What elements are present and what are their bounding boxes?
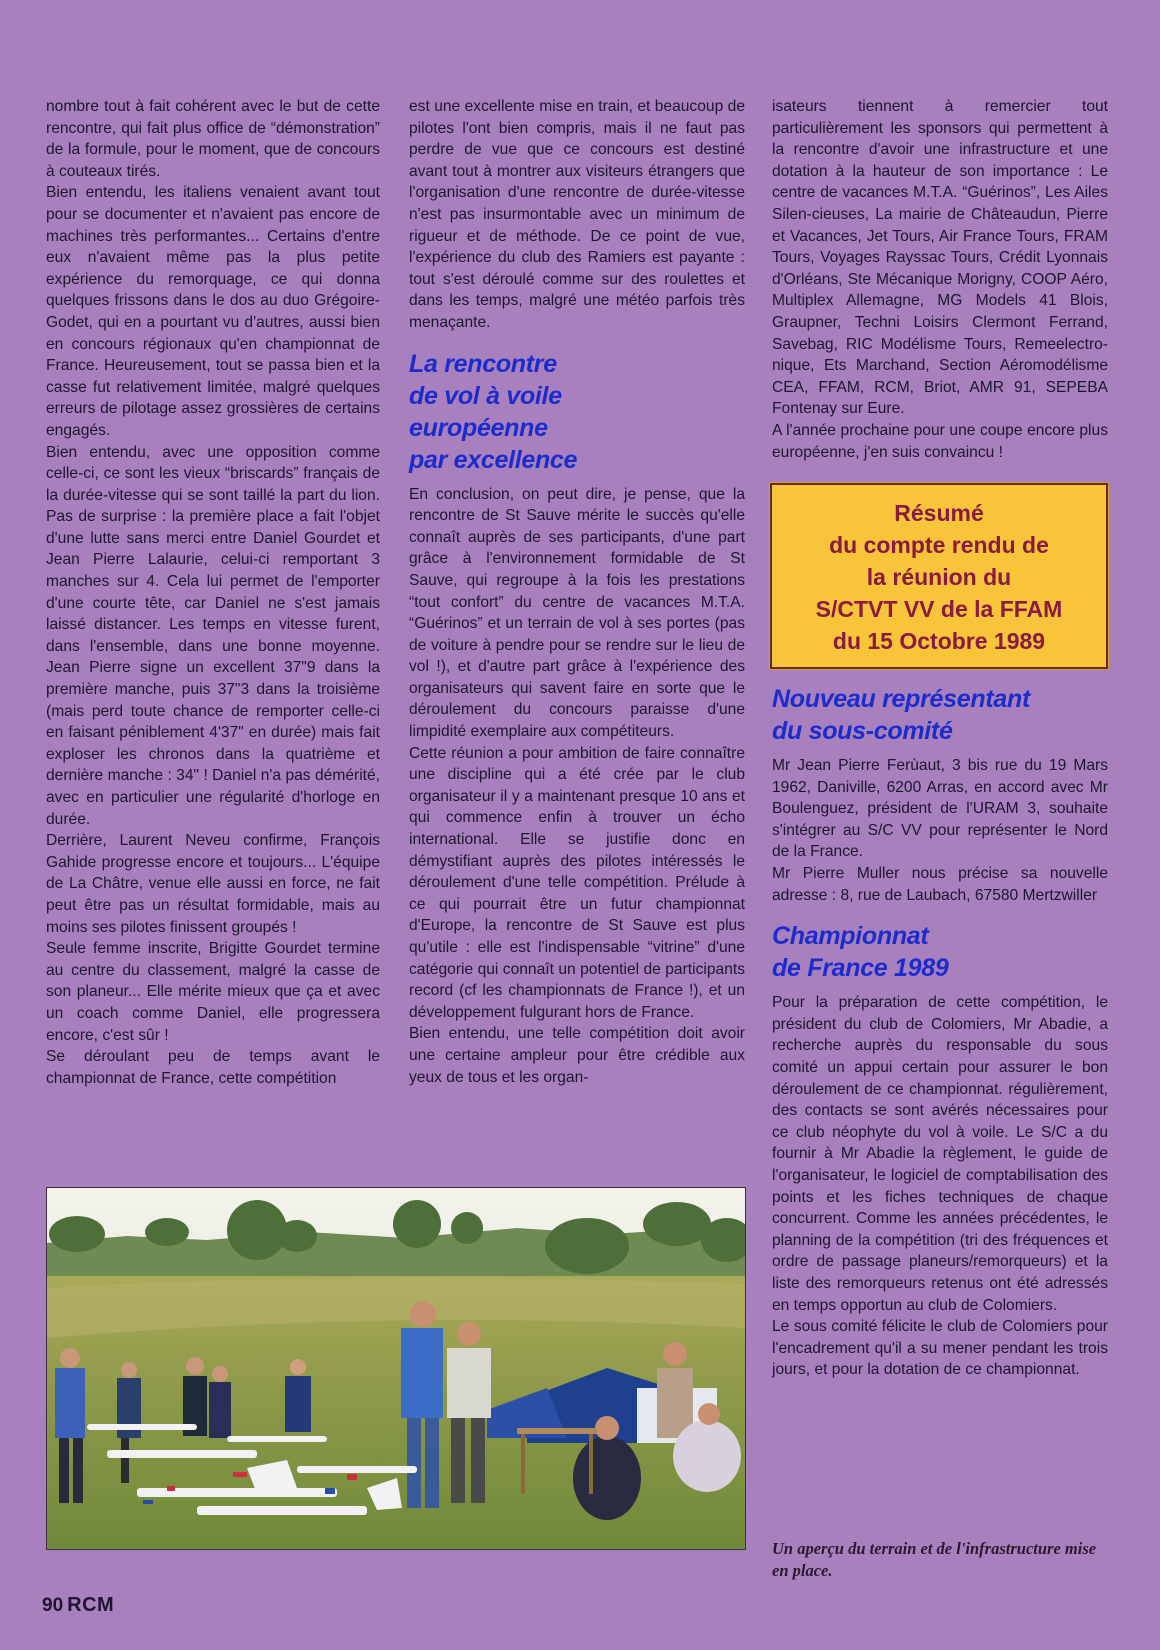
paragraph: Se déroulant peu de temps avant le championnat de France, cette compétition (46, 1048, 380, 1087)
paragraph: Bien entendu, les italiens venaient avant tout pour se documenter et n'avaient pas encore de machines très performantes... Certains d'entre eux n'avaient même pas la plus petite expérience du remorquage, ce qui donna quelques frissons dans le dos au duo Grégoire-Godet, qui en a pourtant vu d'autres, aussi bien en concours régionaux qu'en championnat de France. Heureusement, tout se passa bien et la casse fut relativement limitée, malgré quelques erreurs de pilotage assez grossières de certains engagés. (46, 184, 380, 439)
photo-caption: Un aperçu du terrain et de l'infrastructure mise en place. (772, 1539, 1097, 1580)
article-column-1 (46, 96, 380, 1089)
paragraph: Mr Jean Pierre Ferùaut, 3 bis rue du 19 Mars 1962, Daniville, 6200 Arras, en accord avec Mr Boulenguez, président de l'URAM 3, souhaite s'intégrer au S/C VV pour représenter le Nord de la France. (772, 757, 1108, 861)
paragraph: nombre tout à fait cohérent avec le but de cette rencontre, qui fait plus office de “démonstration” de la formule, pour le moment, que de concours à couteaux tirés. (46, 98, 380, 180)
heading-line: de vol à voile (409, 381, 562, 410)
box-line: la réunion du (866, 564, 1012, 591)
paragraph: Seule femme inscrite, Brigitte Gourdet termine au centre du classement, malgré la casse de son planeur... Elle mérite mieux que ça et avec un coach comme Daniel, elle progressera encore, c'est sûr ! (46, 940, 380, 1044)
article-column-3 (772, 96, 1108, 1381)
paragraph: Derrière, Laurent Neveu confirme, François Gahide progresse encore et toujours... L'équipe de La Châtre, venue elle aussi en force, ne fait peut être pas un résultat formidable, mais au moins ses pilotes finissent groupés ! (46, 832, 380, 936)
heading-line: Championnat (772, 922, 929, 951)
airfield-photo (46, 1187, 746, 1550)
section-heading-representant (772, 683, 1108, 747)
box-line: du compte rendu de (829, 532, 1049, 559)
paragraph: est une excellente mise en train, et beaucoup de pilotes l'ont bien compris, mais il ne faut pas perdre de vue que ce concours est destiné avant tout à montrer aux visiteurs étrangers que l'organisation d'une rencontre de durée-vitesse n'est pas insurmontable avec un minimum de rigueur et de méthode. De ce point de vue, l'expérience du club des Ramiers est payante : tout s'est déroulé comme sur des roulettes et dans les temps, malgré une météo parfois très menaçante. (409, 98, 745, 331)
paragraph: En conclusion, on peut dire, je pense, que la rencontre de St Sauve mérite le succès qu'elle connaît auprès de ses participants, d'une part grâce à l'environnement formidable de St Sauve, qui regroupe à la fois les prestations “tout confort” du centre de vacances M.T.A. “Guérinos” et un terrain de vol à ses portes (pas de voiture à pendre pour se rendre sur le lieu de vol !), et d'autre part grâce à l'expérience des organisateurs qui savent faire en sorte que le déroulement du concours paraisse d'une limpidité exemplaire aux compétiteurs. (409, 485, 745, 741)
magazine-name: RCM (67, 1594, 115, 1616)
heading-line: Nouveau représentant (772, 685, 1030, 714)
paragraph: Pour la préparation de cette compétition, le président du club de Colomiers, Mr Abadie, a recherche auprès du responsable du sous comité un appui certain pour assurer le bon déroulement de ce championnat. régulièrement, des contacts se sont avérés nécessaires pour ce club néophyte du vol à voile. Le S/C a du fournir à Mr Abadie la règlement, le guide de l'organisateur, le logiciel de comptabilisation des points et les fiches techniques de chaque concurrent. Comme les années précédentes, le planning de la compétition (tri des fréquences et ordre de passage planeurs/remorqueurs) et la liste des remorqueurs retenus ont été adressés en temps opportun au club de Colomiers. (772, 994, 1108, 1314)
heading-line: du sous-comité (772, 717, 953, 746)
section-heading-rencontre (409, 348, 745, 476)
page-footer (42, 1594, 114, 1617)
paragraph: isateurs tiennent à remercier tout particulièrement les sponsors qui permettent à la rencontre d'avoir une infrastructure et une dotation à la hauteur de son importance : Le centre de vacances M.T.A. “Guérinos”, Les Ailes Silen-cieuses, La mairie de Châteaudun, Pierre et Vacances, Jet Tours, Air France Tours, FRAM Tours, Voyages Rayssac Tours, Crédit Lyonnais d'Orléans, Ste Mécanique Morigny, COOP Aéro, Multiplex Allemagne, MG Models 41 Blois, Graupner, Techni Loisirs Clermont Ferrand, Savebag, RIC Modélisme Tours, Remeelectro-nique, Ets Marchand, Section Aéromodélisme CEA, FFAM, RCM, Briot, AMR 91, SEPEBA Fontenay sur Eure. (772, 98, 1108, 418)
heading-line: européenne (409, 413, 548, 442)
paragraph: Mr Pierre Muller nous précise sa nouvelle adresse : 8, rue de Laubach, 67580 Mertzwiller (772, 865, 1108, 904)
box-line: S/CTVT VV de la FFAM (815, 596, 1063, 623)
page-number: 90 (42, 1595, 64, 1616)
box-line: Résumé (894, 500, 984, 527)
article-column-2 (409, 96, 745, 1088)
paragraph: Bien entendu, avec une opposition comme celle-ci, ce sont les vieux “briscards” français de la durée-vitesse qui se sont taillé la part du lion. Pas de surprise : la première place a fait l'objet d'une lutte sans merci entre Daniel Gourdet et Jean Pierre Lalaurie, celui-ci remportant 3 manches sur 4. Cela lui permet de l'emporter d'une courte tête, car Daniel ne s'est jamais laissé distancer. Les temps en vitesse furent, dans l'ensemble, dans une bonne moyenne. Jean Pierre signe un excellent 37"9 dans la première manche, puis 37"3 dans la troisième (mais perd toute chance de remporter celle-ci en faisant péniblement 4'37" en durée) mais fait exploser les chronos dans la quatrième et dernière manche : 34" ! Daniel n'a pas démérité, avec en particulier une régularité d'horloge en durée. (46, 443, 380, 828)
heading-line: La rencontre (409, 349, 557, 378)
paragraph: Bien entendu, une telle compétition doit avoir une certaine ampleur pour être crédible aux yeux de tous et les organ- (409, 1025, 745, 1086)
section-heading-championnat (772, 920, 1108, 984)
paragraph: A l'année prochaine pour une coupe encore plus européenne, j'en suis convaincu ! (772, 421, 1108, 461)
paragraph: Cette réunion a pour ambition de faire connaître une discipline qui a été crée par le club organisateur il y a maintenant presque 10 ans et qui commence enfin à trouver un écho international. Elle se justifie donc en démystifiant auprès des pilotes intéressés le déroulement d'une telle compétition. Prélude à ce qui pourrait être un futur championnat d'Europe, la rencontre de St Sauve est plus qu'utile : elle est l'indispensable “vitrine” d'une catégorie qui connaît un potentiel de participants record (cf les championnats de France !), et un développement fulgurant hors de France. (409, 744, 745, 1021)
heading-line: par excellence (409, 445, 578, 474)
heading-line: de France 1989 (772, 954, 949, 983)
box-line: du 15 Octobre 1989 (832, 628, 1046, 655)
paragraph: Le sous comité félicite le club de Colomiers pour l'encadrement qu'il a su mener pendant les trois jours, et pour la dotation de ce championnat. (772, 1318, 1108, 1379)
summary-title-box (770, 483, 1108, 669)
